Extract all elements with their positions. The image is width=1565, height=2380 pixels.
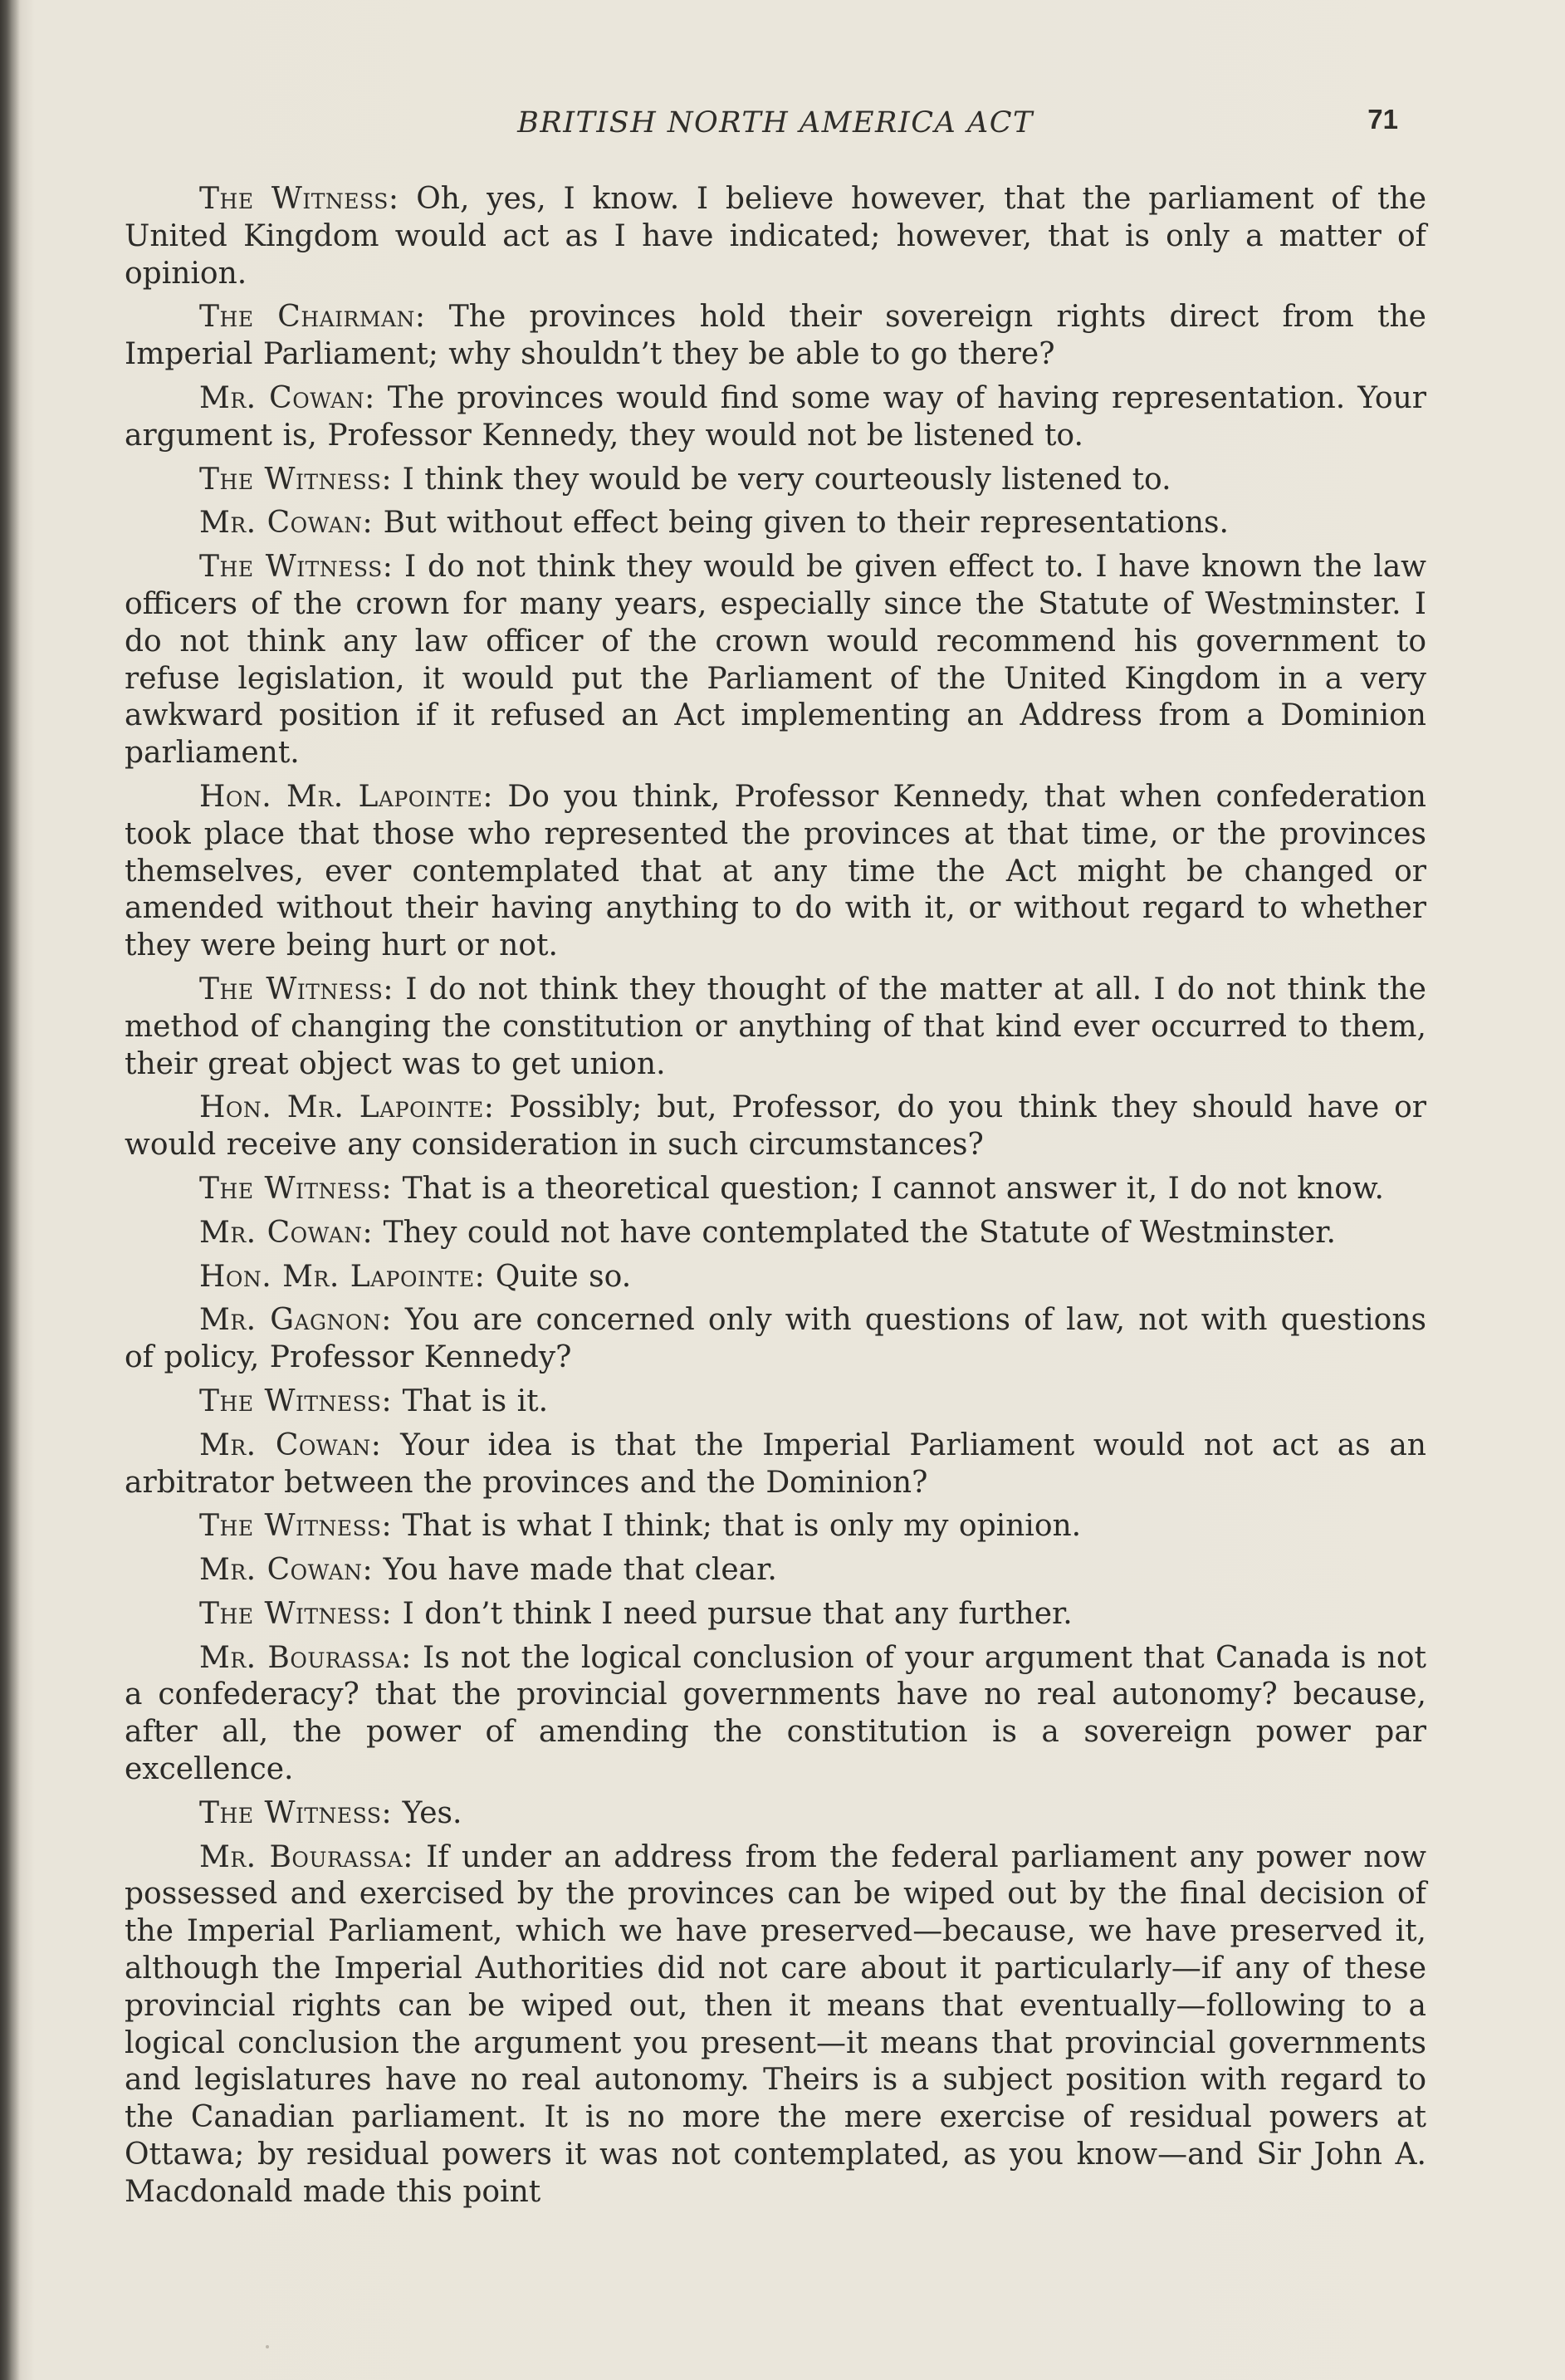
paragraph-13 [125, 1302, 1426, 1377]
paragraph-21 [125, 1839, 1426, 2211]
paragraph-9 [125, 1090, 1426, 1164]
paragraph-6 [125, 549, 1426, 772]
paragraph-text: The provinces would find some way of having representation. Your argument is, Professor Kennedy, they would not be listened to. [125, 380, 1426, 453]
running-header [125, 106, 1426, 149]
speaker-label: Hon. Mr. Lapointe: [199, 779, 494, 814]
speaker-label: Mr. Cowan: [199, 1215, 374, 1250]
paragraph-12 [125, 1259, 1426, 1296]
page-number: 71 [1367, 104, 1398, 135]
paragraph-15 [125, 1428, 1426, 1502]
running-title: BRITISH NORTH AMERICA ACT [517, 106, 1034, 140]
page-content [125, 106, 1426, 2218]
speaker-label: The Witness: [199, 182, 399, 216]
paragraph-text: You have made that clear. [373, 1553, 777, 1588]
paragraph-5 [125, 505, 1426, 542]
speaker-label: The Witness: [199, 462, 393, 497]
paragraph-text: I do not think they thought of the matter at all. I do not think the method of changing the constitution or anything of that kind ever occurred to them, their great object was to get union. [125, 972, 1426, 1081]
paragraph-3 [125, 380, 1426, 455]
speaker-label: The Witness: [199, 1509, 393, 1544]
speaker-label: Hon. Mr. Lapointe: [199, 1259, 486, 1294]
paragraph-8 [125, 972, 1426, 1083]
paragraph-text: But without effect being given to their representations. [373, 506, 1229, 541]
paragraph-7 [125, 779, 1426, 965]
paragraph-text: Do you think, Professor Kennedy, that when confederation took place that those who represented the provinces at that time, or the provinces themselves, ever contemplated that at any time the Act might be changed or amended without their having anything to do with it, or without regard to whether they were being hurt or not. [125, 779, 1426, 963]
paragraph-19 [125, 1640, 1426, 1789]
speaker-label: The Witness: [199, 1383, 393, 1418]
paragraph-1 [125, 181, 1426, 292]
paragraph-4 [125, 462, 1426, 499]
paragraph-text: You are concerned only with questions of law, not with questions of policy, Professor Kennedy? [125, 1303, 1426, 1375]
speaker-label: Mr. Cowan: [199, 1553, 374, 1588]
speaker-label: Mr. Cowan: [199, 506, 374, 541]
page-speck [266, 2345, 269, 2348]
speaker-label: The Witness: [199, 550, 394, 585]
speaker-label: The Witness: [199, 1171, 393, 1206]
paragraph-text: Possibly; but, Professor, do you think they should have or would receive any consideration in such circumstances? [125, 1090, 1426, 1163]
speaker-label: Mr. Gagnon: [199, 1303, 392, 1338]
paragraph-text: That is what I think; that is only my opinion. [392, 1509, 1082, 1544]
paragraph-20 [125, 1795, 1426, 1833]
paragraph-18 [125, 1596, 1426, 1633]
speaker-label: The Witness: [199, 1795, 393, 1830]
paragraph-text: Oh, yes, I know. I believe however, that the parliament of the United Kingdom would act as I have indicated; however, that is only a matter of opinion. [125, 182, 1426, 291]
paragraph-text: Your idea is that the Imperial Parliament would not act as an arbitrator between the provinces and the Dominion? [125, 1428, 1426, 1500]
speaker-label: Hon. Mr. Lapointe: [199, 1090, 495, 1125]
speaker-label: The Chairman: [199, 300, 426, 335]
paragraph-2 [125, 299, 1426, 374]
paragraph-text: Is not the logical conclusion of your argument that Canada is not a confederacy? that the provincial governments have no real autonomy? because, after all, the power of amending the constitution is a sovereign power par excellence. [125, 1640, 1427, 1787]
paragraph-text: That is it. [392, 1383, 549, 1418]
paragraph-17 [125, 1552, 1426, 1589]
speaker-label: Mr. Cowan: [199, 1428, 382, 1462]
paragraph-text: I do not think they would be given effect to. I have known the law officers of the crown for many years, especially since the Statute of Westminster. I do not think any law officer of the crown would recommend his government to refuse legislation, it would put the Parliament of the United Kingdom in a very awkward position if it refused an Act implementing an Address from a Dominion parliament. [125, 550, 1426, 771]
paragraph-text: Yes. [392, 1795, 462, 1830]
paragraph-10 [125, 1171, 1426, 1208]
paragraph-11 [125, 1215, 1426, 1252]
speaker-label: Mr. Bourassa: [199, 1839, 413, 1874]
paragraph-text: Quite so. [485, 1259, 632, 1294]
speaker-label: Mr. Cowan: [199, 380, 375, 415]
paragraph-text: They could not have contemplated the Statute of Westminster. [373, 1215, 1336, 1250]
paragraph-text: The provinces hold their sovereign rights direct from the Imperial Parliament; why shouldn’t they be able to go there? [125, 300, 1426, 372]
paragraph-text: I think they would be very courteously listened to. [392, 462, 1171, 497]
paragraph-text: That is a theoretical question; I cannot answer it, I do not know. [392, 1171, 1384, 1206]
paragraph-16 [125, 1508, 1426, 1545]
paragraph-text: I don’t think I need pursue that any further. [392, 1596, 1073, 1631]
speaker-label: Mr. Bourassa: [199, 1640, 412, 1675]
binding-shadow [0, 0, 20, 2380]
speaker-label: The Witness: [199, 972, 394, 1006]
speaker-label: The Witness: [199, 1596, 393, 1631]
paragraph-14 [125, 1383, 1426, 1421]
paragraph-text: If under an address from the federal parliament any power now possessed and exercised by the provinces can be wiped out by the final decision of the Imperial Parliament, which we have preserved—because, we have preserved it, although the Imperial Authorities did not care about it particularly—if any of these provincial rights can be wiped out, then it means that eventually—following to a logical conclusion the argument you present—it means that provincial governments and legislatures have no real autonomy. Theirs is a subject position with regard to the Canadian parliament. It is no more the mere exercise of residual powers at Ottawa; by residual powers it was not contemplated, as you know—and Sir John A. Macdonald made this point [125, 1839, 1426, 2209]
